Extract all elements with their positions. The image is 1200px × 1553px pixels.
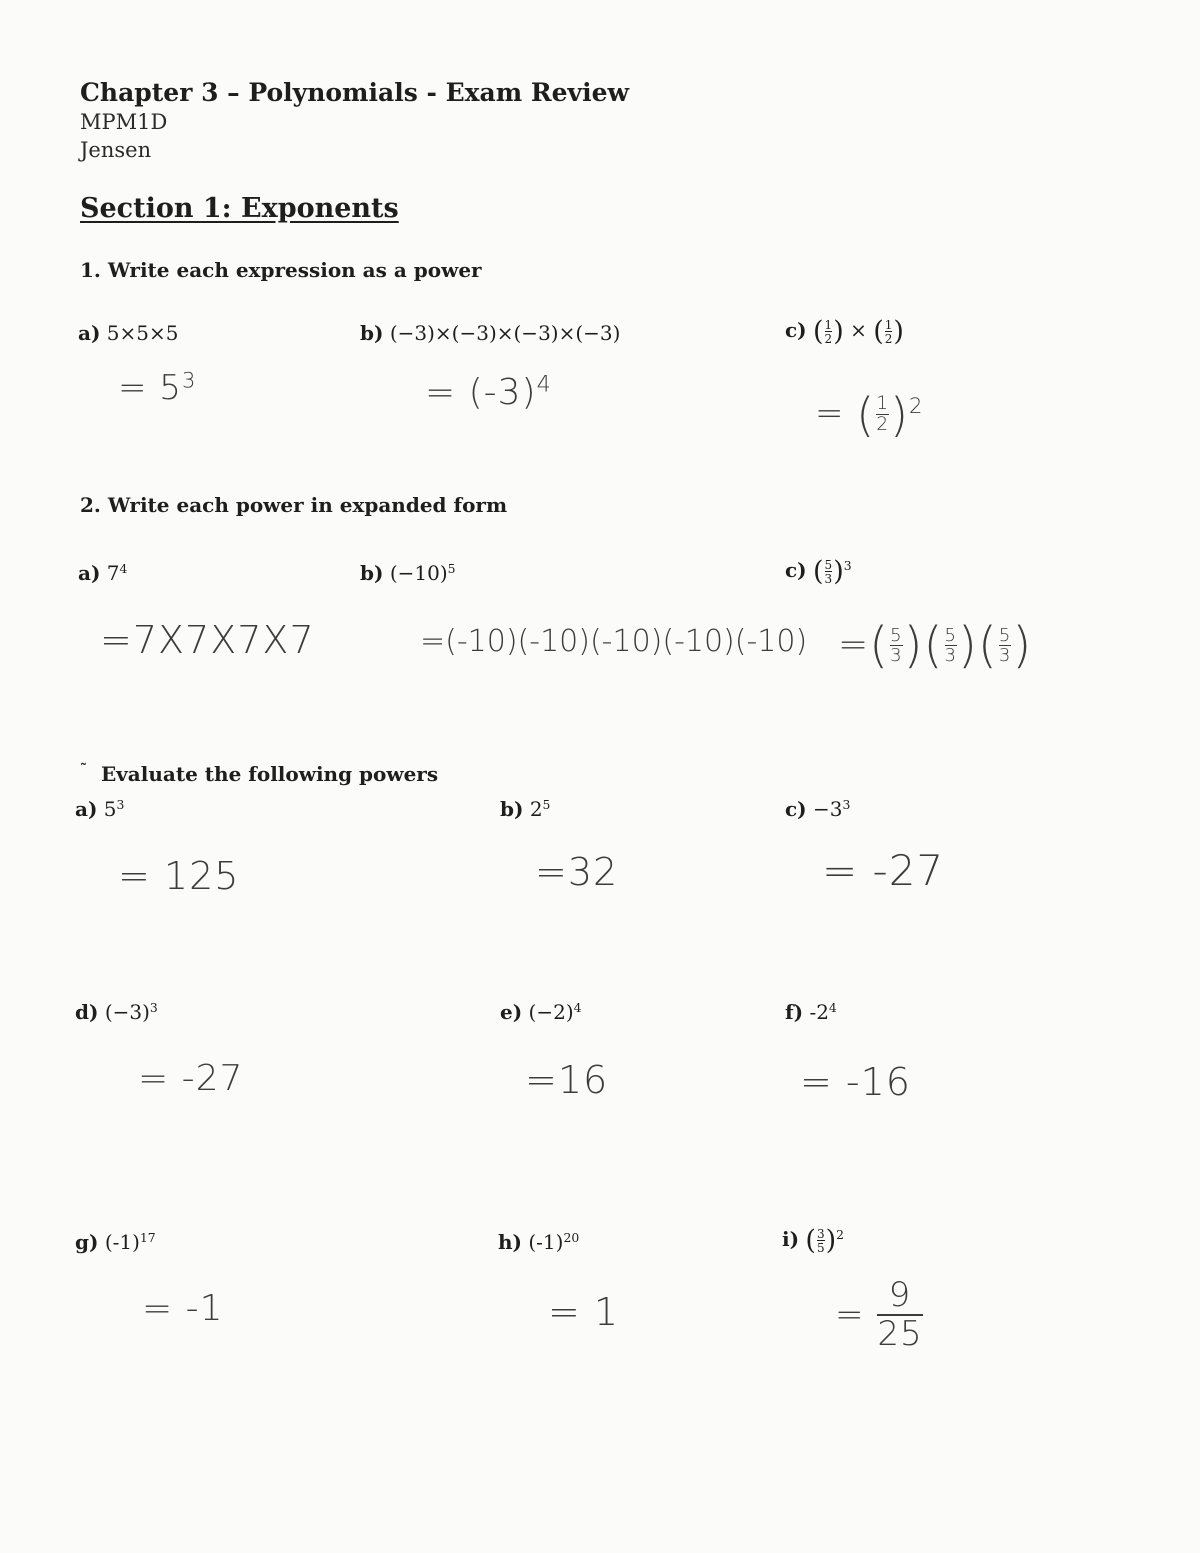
- q3-prompt: ˜ Evaluate the following powers: [80, 762, 439, 786]
- q2b-answer: =(-10)(-10)(-10)(-10)(-10): [420, 624, 808, 659]
- q3b-item: b) $2^5$: [500, 797, 551, 821]
- q2-prompt: 2. Write each power in expanded form: [80, 493, 508, 517]
- section-title: Section 1: Exponents: [80, 193, 399, 224]
- q3b-answer: =32: [535, 850, 619, 894]
- q3g-answer: = -1: [142, 1288, 224, 1329]
- q1a-item: [78, 321, 178, 345]
- q1c-answer: = ( $\frac{1}{2}$ )$^2$: [815, 388, 924, 442]
- q2b-label: b): [360, 561, 384, 585]
- q3h-item: h) $(-1)^{20}$: [498, 1230, 580, 1254]
- q1c-times: ×: [850, 318, 867, 342]
- q3i-answer: = $\frac{9}{25}$: [835, 1275, 923, 1354]
- q1c-label: c): [785, 318, 807, 342]
- q1b-item: [360, 321, 620, 345]
- q3a-answer: = 125: [118, 854, 240, 898]
- q1c-fraction-2: $\frac{1}{2}$: [884, 317, 893, 346]
- q2a-item: a) $7^4$: [78, 561, 128, 585]
- q3e-item: e) $(-2)^4$: [500, 1000, 582, 1024]
- q2a-label: a): [78, 561, 101, 585]
- q3a-item: a) $5^3$: [75, 797, 125, 821]
- q1-prompt: 1. Write each expression as a power: [80, 258, 482, 282]
- q3h-answer: = 1: [548, 1290, 620, 1334]
- q2c-item: c) ( $\frac{5}{3}$ )$^3$: [785, 556, 852, 587]
- q3f-item: f) $-2^4$: [785, 1000, 837, 1024]
- q2b-item: b) $(-10)^5$: [360, 561, 456, 585]
- q1a-expression: 5×5×5: [106, 321, 179, 345]
- q3c-item: $c) -3^3$: [785, 797, 851, 821]
- q1a-answer: = $5^3$: [118, 367, 197, 408]
- document-title: Chapter 3 – Polynomials - Exam Review: [80, 78, 630, 107]
- q1c-item: c) ( $\frac{1}{2}$ ) × ( $\frac{1}{2}$ ): [785, 316, 904, 347]
- q1b-expression: (−3)×(−3)×(−3)×(−3): [389, 321, 621, 345]
- q2c-answer: =( $\frac{5}{3}$ )( $\frac{5}{3}$ )( $\frac{5}{3}$ ): [838, 618, 1033, 674]
- q1b-label: b): [360, 321, 384, 345]
- q3f-answer: = -16: [800, 1060, 911, 1104]
- q1a-label: a): [78, 321, 101, 345]
- q3g-item: g) $(-1)^{17}$: [75, 1230, 156, 1254]
- q3d-answer: = -27: [138, 1058, 244, 1099]
- q2c-label: c): [785, 558, 807, 582]
- q3e-answer: =16: [525, 1058, 609, 1102]
- q2a-answer: =7X7X7X7: [100, 618, 315, 662]
- course-code: MPM1D: [80, 110, 168, 134]
- q3i-item: i) ( $\frac{3}{5}$ )$^2$: [782, 1225, 845, 1256]
- q1b-answer: = $(-3)^4$: [425, 371, 552, 413]
- q1c-fraction-1: $\frac{1}{2}$: [824, 317, 833, 346]
- q3d-item: d) $(-3)^3$: [75, 1000, 158, 1024]
- q3c-answer: = -27: [822, 846, 945, 895]
- teacher-name: Jensen: [80, 138, 152, 162]
